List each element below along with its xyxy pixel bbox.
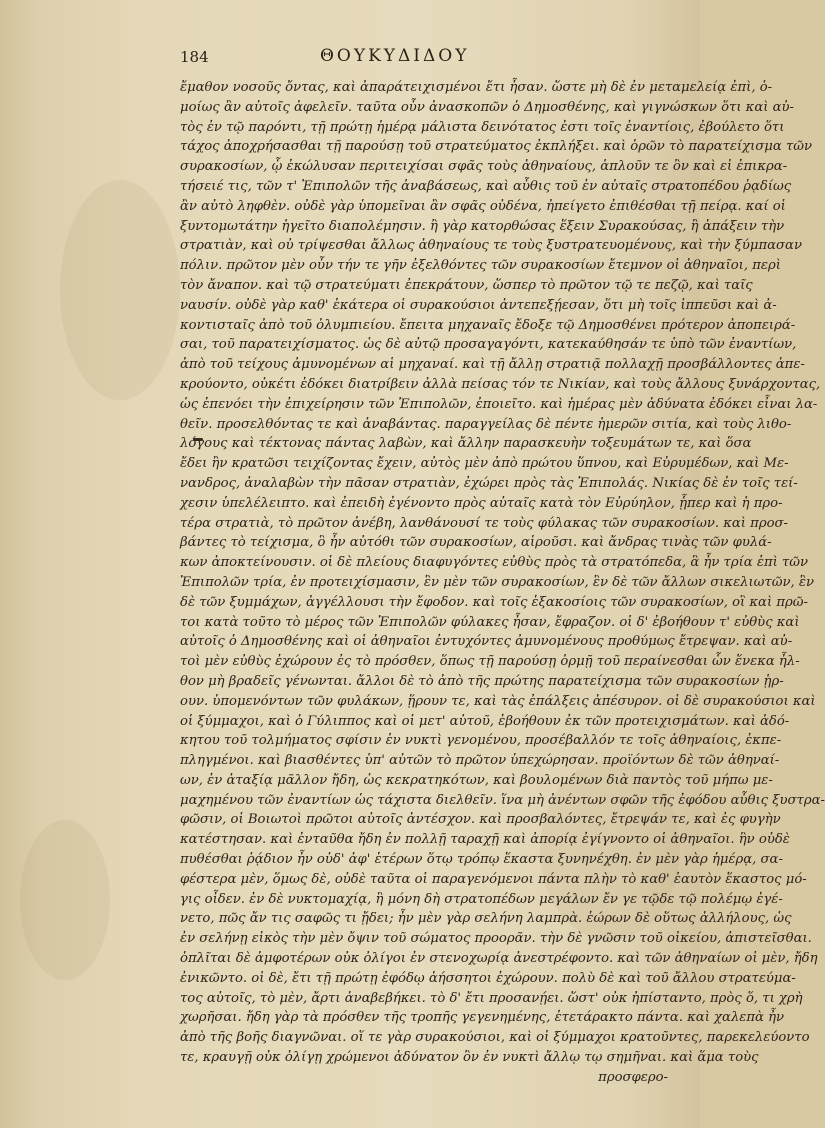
text-line: κων ἀποκτείνουσιν. οἱ δὲ πλείους διαφυγόντες εὐθὺς πρὸς τὰ στρατόπεδα, ἃ ἦν τρία ἐπὶ τῶν: [180, 555, 809, 571]
text-line: τήσειέ τις, τῶν τ' Ἐπιπολῶν τῆς ἀναβάσεως, καὶ αὖθις τοῦ ἐν αὐταῖς στρατοπέδου ῥᾳδίως: [180, 178, 792, 194]
text-line: ἀπὸ τοῦ τείχους ἀμυνομένων αἱ μηχαναί. καὶ τῇ ἄλλῃ στρατιᾷ πολλαχῇ προσβάλλοντες ἀπε-: [180, 357, 805, 373]
text-line: ἔδει ἢν κρατῶσι τειχίζοντας ἔχειν, αὐτὸς μὲν ἀπὸ πρώτου ὕπνου, καὶ Εὐρυμέδων, καὶ Με-: [180, 456, 789, 472]
text-line: τὸν ἄναπον. καὶ τῷ στρατεύματι ἐπεκράτουν, ὥσπερ τὸ πρῶτον τῷ τε πεζῷ, καὶ ταῖς: [180, 277, 753, 293]
text-line: δὲ τῶν ξυμμάχων, ἀγγέλλουσι τὴν ἔφοδον. καὶ τοῖς ἑξακοσίοις τῶν συρακοσίων, οἳ καὶ πρῶ-: [180, 594, 808, 610]
text-line: οἱ ξύμμαχοι, καὶ ὁ Γύλιππος καὶ οἱ μετ' αὐτοῦ, ἐβοήθουν ἐκ τῶν προτειχισμάτων. καὶ ἀδό-: [180, 713, 790, 729]
text-line: μαχημένου τῶν ἐναντίων ὡς τάχιστα διελθεῖν. ἵνα μὴ ἀνέντων σφῶν τῆς ἐφόδου αὖθις ξυστρα-: [180, 792, 825, 808]
text-line: θον μὴ βραδεῖς γένωνται. ἄλλοι δὲ τὸ ἀπὸ τῆς πρώτης παρατείχισμα τῶν συρακοσίων ᾑρ-: [180, 673, 784, 689]
text-line: πυθέσθαι ῥᾴδιον ἦν οὐδ' ἀφ' ἑτέρων ὅτῳ τρόπῳ ἕκαστα ξυνηνέχθη. ἐν μὲν γὰρ ἡμέρᾳ, σα-: [180, 852, 783, 868]
text-line: κατέστησαν. καὶ ἐνταῦθα ἤδη ἐν πολλῇ ταραχῇ καὶ ἀπορίᾳ ἐγίγνοντο οἱ ἀθηναῖοι. ἣν οὐδὲ: [180, 832, 790, 848]
text-line: γις οἶδεν. ἐν δὲ νυκτομαχίᾳ, ἣ μόνη δὴ στρατοπέδων μεγάλων ἔν γε τῷδε τῷ πολέμῳ ἐγέ-: [180, 891, 783, 907]
text-line: φῶσιν, οἱ Βοιωτοὶ πρῶτοι αὐτοῖς ἀντέσχον. καὶ προσβαλόντες, ἔτρεψάν τε, καὶ ἐς φυγὴν: [180, 812, 781, 828]
text-line: κοντισταῖς ἀπὸ τοῦ ὀλυμπιείου. ἔπειτα μηχαναῖς ἔδοξε τῷ Δημοσθένει πρότερον ἀποπειρά-: [180, 317, 796, 333]
page-number: 184: [180, 48, 209, 66]
text-line: λόγους καὶ τέκτονας πάντας λαβὼν, καὶ ἄλλην παρασκευὴν τοξευμάτων τε, καὶ ὅσα: [180, 436, 752, 452]
paper-stain: [20, 820, 110, 980]
text-line: τος αὐτοῖς, τὸ μὲν, ἄρτι ἀναβεβήκει. τὸ δ' ἔτι προσανῄει. ὥστ' οὐκ ἠπίσταντο, πρὸς ὅ, τι χρὴ: [180, 990, 803, 1006]
text-line: Ἐπιπολῶν τρία, ἐν προτειχίσμασιν, ἓν μὲν τῶν συρακοσίων, ἓν δὲ τῶν ἄλλων σικελιωτῶν, ἓν: [180, 574, 814, 590]
text-line: ἐνικῶντο. οἱ δὲ, ἔτι τῇ πρώτῃ ἐφόδῳ ἀήσσητοι ἐχώρουν. πολὺ δὲ καὶ τοῦ ἄλλου στρατεύμα-: [180, 970, 796, 986]
text-line: ων, ἐν ἀταξίᾳ μᾶλλον ἤδη, ὡς κεκρατηκότων, καὶ βουλομένων διὰ παντὸς τοῦ μήπω με-: [180, 772, 773, 788]
text-line: τέρα στρατιὰ, τὸ πρῶτον ἀνέβη, λανθάνουσί τε τοὺς φύλακας τῶν συρακοσίων. καὶ προσ-: [180, 515, 788, 531]
text-line: χωρῆσαι. ἤδη γὰρ τὰ πρόσθεν τῆς τροπῆς γεγενημένης, ἐτετάρακτο πάντα. καὶ χαλεπὰ ἦν: [180, 1010, 785, 1026]
text-line: ὁπλῖται δὲ ἀμφοτέρων οὐκ ὀλίγοι ἐν στενοχωρίᾳ ἀνεστρέφοντο. καὶ τῶν ἀθηναίων οἱ μὲν, ἤδη: [180, 951, 818, 967]
text-line: νανδρος, ἀναλαβὼν τὴν πᾶσαν στρατιὰν, ἐχώρει πρὸς τὰς Ἐπιπολάς. Νικίας δὲ ἐν τοῖς τεί-: [180, 475, 798, 491]
text-line: ἐν σελήνῃ εἰκὸς τὴν μὲν ὄψιν τοῦ σώματος προορᾶν. τὴν δὲ γνῶσιν τοῦ οἰκείου, ἀπιστεῖσθαι.: [180, 931, 812, 947]
text-line: μοίως ἂν αὐτοῖς ἀφελεῖν. ταῦτα οὖν ἀνασκοπῶν ὁ Δημοσθένης, καὶ γιγνώσκων ὅτι καὶ αὐ-: [180, 99, 794, 115]
page-header: [180, 44, 690, 66]
text-line: τὸς ἐν τῷ παρόντι, τῇ πρώτῃ ἡμέρᾳ μάλιστα δεινότατος ἐστι τοῖς ἐναντίοις, ἐβούλετο ὅτι: [180, 119, 785, 135]
text-line: ἂν αὐτὸ ληφθὲν. οὐδὲ γὰρ ὑπομεῖναι ἂν σφᾶς οὐδένα, ἠπείγετο ἐπιθέσθαι τῇ πείρᾳ. καί οἱ: [180, 198, 786, 214]
text-line: θεῖν. προσελθόντας τε καὶ ἀναβάντας. παραγγείλας δὲ πέντε ἡμερῶν σιτία, καὶ τοὺς λιθο-: [180, 416, 792, 432]
text-line: χεσιν ὑπελέλειπτο. καὶ ἐπειδὴ ἐγένοντο πρὸς αὐταῖς κατὰ τὸν Εὐρύηλον, ᾗπερ καὶ ἡ προ-: [180, 495, 783, 511]
paper-stain: [60, 180, 180, 400]
text-line: τάχος ἀποχρήσασθαι τῇ παρούσῃ τοῦ στρατεύματος ἐκπλήξει. καὶ ὁρῶν τὸ παρατείχισμα τῶν: [180, 139, 813, 155]
text-line: ξυντομωτάτην ἡγεῖτο διαπολέμησιν. ἢ γὰρ κατορθώσας ἕξειν Συρακούσας, ἢ ἀπάξειν τὴν: [180, 218, 785, 234]
text-line: κρούοντο, οὐκέτι ἐδόκει διατρίβειν ἀλλὰ πείσας τόν τε Νικίαν, καὶ τοὺς ἄλλους ξυνάρχοντας,: [180, 376, 821, 392]
running-head: ΘΟΥΚΥΔΙΔΟΥ: [320, 46, 470, 66]
text-line: βάντες τὸ τείχισμα, ὃ ἦν αὐτόθι τῶν συρακοσίων, αἱροῦσι. καὶ ἄνδρας τινὰς τῶν φυλά-: [180, 535, 772, 551]
text-line: κητου τοῦ τολμήματος σφίσιν ἐν νυκτὶ γενομένου, προσέβαλλόν τε τοῖς ἀθηναίοις, ἐκπε-: [180, 733, 782, 749]
text-line: τοι κατὰ τοῦτο τὸ μέρος τῶν Ἐπιπολῶν φύλακες ἦσαν, ἔφραζον. οἱ δ' ἐβοήθουν τ' εὐθὺς καὶ: [180, 614, 800, 630]
text-line: φέστερα μὲν, ὅμως δὲ, οὐδὲ ταῦτα οἱ παραγενόμενοι πάντα πλὴν τὸ καθ' ἑαυτὸν ἕκαστος μό-: [180, 871, 807, 887]
body-text: [180, 78, 825, 1088]
text-line: ἔμαθον νοσοῦς ὄντας, καὶ ἀπαράτειχισμένοι ἔτι ἦσαν. ὥστε μὴ δὲ ἐν μεταμελείᾳ ἐπὶ, ὁ-: [180, 80, 773, 95]
text-line: τε, κραυγῇ οὐκ ὀλίγῃ χρώμενοι ἀδύνατον ὂν ἐν νυκτὶ ἄλλῳ τῳ σημῆναι. καὶ ἅμα τοὺς: [180, 1050, 759, 1066]
text-line: συρακοσίων, ᾧ ἐκώλυσαν περιτειχίσαι σφᾶς τοὺς ἀθηναίους, ἁπλοῦν τε ὂν καὶ εἰ ἐπικρα-: [180, 159, 788, 175]
text-line: σαι, τοῦ παρατειχίσματος. ὡς δὲ αὐτῷ προσαγαγόντι, κατεκαύθησάν τε ὑπὸ τῶν ἐναντίων,: [180, 337, 797, 353]
text-line: πόλιν. πρῶτον μὲν οὖν τήν τε γῆν ἐξελθόντες τῶν συρακοσίων ἔτεμνον οἱ ἀθηναῖοι, περὶ: [180, 258, 781, 274]
text-line: τοὶ μὲν εὐθὺς ἐχώρουν ἐς τὸ πρόσθεν, ὅπως τῇ παρούσῃ ὁρμῇ τοῦ περαίνεσθαι ὧν ἕνεκα ἦλ-: [180, 654, 800, 670]
text-line: ουν. ὑπομενόντων τῶν φυλάκων, ᾕρουν τε, καὶ τὰς ἐπάλξεις ἀπέσυρον. οἱ δὲ συρακούσιοι καὶ: [180, 693, 816, 709]
text-line: πληγμένοι. καὶ βιασθέντες ὑπ' αὐτῶν τὸ πρῶτον ὑπεχώρησαν. προϊόντων δὲ τῶν ἀθηναί-: [180, 753, 780, 769]
text-line: ἀπὸ τῆς βοῆς διαγνῶναι. οἵ τε γὰρ συρακούσιοι, καὶ οἱ ξύμμαχοι κρατοῦντες, παρεκελεύοντο: [180, 1030, 810, 1046]
text-line: αὐτοῖς ὁ Δημοσθένης καὶ οἱ ἀθηναῖοι ἐντυχόντες ἀμυνομένους προθύμως ἔτρεψαν. καὶ αὐ-: [180, 634, 793, 650]
text-line: νετο, πῶς ἄν τις σαφῶς τι ᾔδει; ἦν μὲν γὰρ σελήνη λαμπρὰ. ἑώρων δὲ οὕτως ἀλλήλους, ὡς: [180, 911, 792, 927]
text-line: προσφερο-: [598, 1069, 668, 1085]
text-line: ναυσίν. οὐδὲ γὰρ καθ' ἑκάτερα οἱ συρακούσιοι ἀντεπεξῄεσαν, ὅτι μὴ τοῖς ἱππεῦσι καὶ ἀ-: [180, 297, 777, 313]
text-line: στρατιὰν, καὶ οὐ τρίψεσθαι ἄλλως ἀθηναίους τε τοὺς ξυστρατευομένους, καὶ τὴν ξύμπασαν: [180, 238, 802, 254]
text-line: ὡς ἐπενόει τὴν ἐπιχείρησιν τῶν Ἐπιπολῶν, ἐποιεῖτο. καὶ ἡμέρας μὲν ἀδύνατα ἐδόκει εἶναι λα-: [180, 396, 818, 412]
